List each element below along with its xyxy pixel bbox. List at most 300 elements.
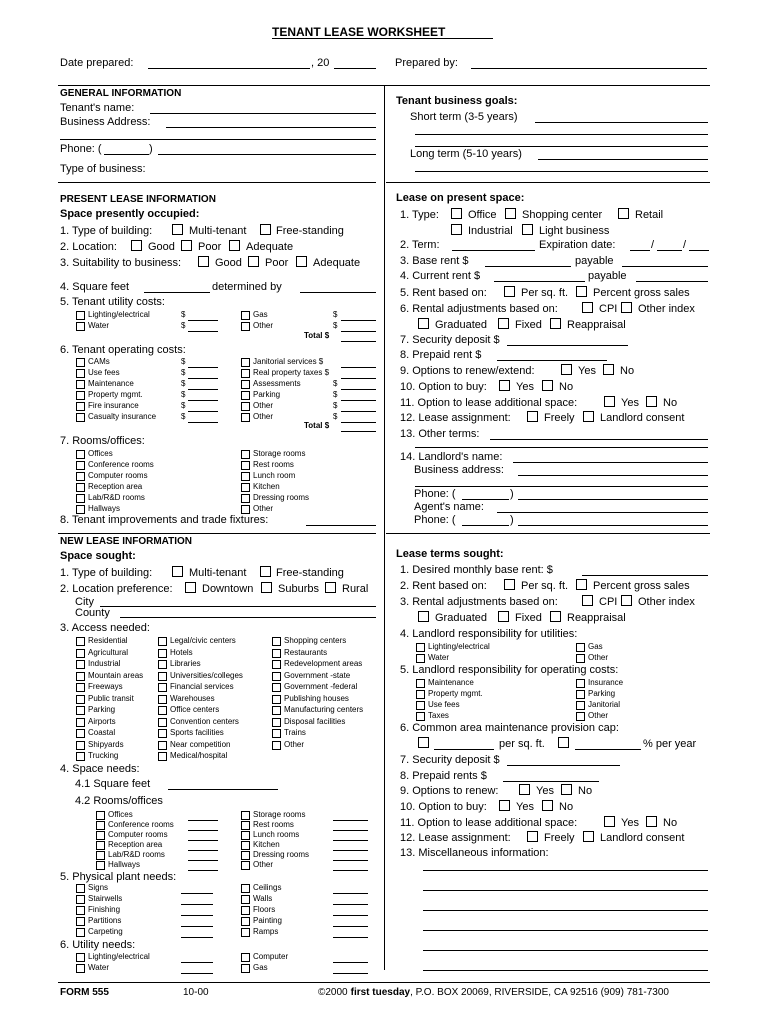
checkbox-plant-right-4[interactable]: [241, 928, 250, 937]
checkbox-ts-util-right-1[interactable]: [576, 654, 585, 663]
plant-right-line-0[interactable]: [333, 893, 368, 894]
checkbox-access-c3-0[interactable]: [272, 637, 281, 646]
checkbox-op-right-4[interactable]: [241, 402, 250, 411]
checkbox-nl-room-left-4[interactable]: [96, 851, 105, 860]
checkbox-nl-util-right-0[interactable]: [241, 953, 250, 962]
plant-left-1: Stairwells: [88, 894, 123, 903]
long-term-line-1[interactable]: [538, 159, 708, 160]
checkbox-access-c2-7[interactable]: [158, 718, 167, 727]
nl-downtown: Downtown: [202, 583, 254, 595]
checkbox-room-left-1[interactable]: [76, 461, 85, 470]
checkbox-room-right-2[interactable]: [241, 472, 250, 481]
checkbox-op-right-5[interactable]: [241, 413, 250, 422]
checkbox-ts-graduated[interactable]: [418, 611, 429, 622]
goals-rule: [386, 182, 710, 183]
nl-sq-feet-line[interactable]: [168, 789, 278, 790]
checkbox-nl-util-left-0[interactable]: [76, 953, 85, 962]
nl-util-left-line-1[interactable]: [181, 973, 213, 974]
nl-room-right-3: Kitchen: [253, 840, 280, 849]
util-lighting-line[interactable]: [188, 320, 218, 321]
lp-renew-label: 9. Options to renew/extend:: [400, 365, 535, 377]
checkbox-access-c1-5[interactable]: [76, 695, 85, 704]
nl-room-left-line-0[interactable]: [188, 820, 218, 821]
checkbox-op-left-2[interactable]: [76, 380, 85, 389]
op-right-line-2[interactable]: [341, 389, 376, 390]
checkbox-op-right-1[interactable]: [241, 369, 250, 378]
lp-security-label: 7. Security deposit $: [400, 334, 500, 346]
checkbox-lp-per-sqft[interactable]: [504, 286, 515, 297]
checkbox-room-right-4[interactable]: [241, 494, 250, 503]
util-water-dollar: $: [181, 321, 186, 330]
checkbox-op-right-3[interactable]: [241, 391, 250, 400]
plant-left-0: Signs: [88, 883, 109, 892]
ts-misc-line-1[interactable]: [423, 890, 708, 891]
access-c1-9: Shipyards: [88, 739, 124, 749]
nl-util-right-line-1[interactable]: [333, 973, 368, 974]
checkbox-ts-add-no[interactable]: [646, 816, 657, 827]
ts-op-left-1: Property mgmt.: [428, 689, 483, 698]
checkbox-op-left-1[interactable]: [76, 369, 85, 378]
ts-renew-no: No: [578, 785, 593, 797]
op-left-line-2[interactable]: [188, 389, 218, 390]
ts-misc-line-2[interactable]: [423, 910, 708, 911]
checkbox-plant-right-2[interactable]: [241, 906, 250, 915]
ts-misc-line-3[interactable]: [423, 930, 708, 931]
checkbox-nl-room-left-3[interactable]: [96, 841, 105, 850]
checkbox-access-c1-10[interactable]: [76, 752, 85, 761]
op-total-line[interactable]: [341, 431, 376, 432]
checkbox-access-c3-4[interactable]: [272, 683, 281, 692]
checkbox-nl-room-left-2[interactable]: [96, 831, 105, 840]
checkbox-ts-cam-pct[interactable]: [558, 737, 569, 748]
business-address-line-2[interactable]: [60, 139, 376, 140]
checkbox-nl-room-right-4[interactable]: [241, 851, 250, 860]
ts-op-right-3: Other: [588, 711, 609, 720]
ts-cam-pct-line[interactable]: [575, 749, 641, 750]
checkbox-ts-op-right-3[interactable]: [576, 712, 585, 721]
checkbox-access-c3-7[interactable]: [272, 718, 281, 727]
lp-security-line[interactable]: [507, 345, 628, 346]
util-gas-line[interactable]: [341, 320, 376, 321]
util-gas-label: Gas: [253, 310, 268, 319]
checkbox-plant-left-3[interactable]: [76, 917, 85, 926]
checkbox-access-c2-10[interactable]: [158, 752, 167, 761]
footer-date: 10-00: [183, 987, 209, 998]
checkbox-access-c1-3[interactable]: [76, 672, 85, 681]
checkbox-op-right-2[interactable]: [241, 380, 250, 389]
checkbox-access-c1-2[interactable]: [76, 660, 85, 669]
checkbox-ts-op-left-2[interactable]: [416, 701, 425, 710]
checkbox-access-c1-1[interactable]: [76, 649, 85, 658]
checkbox-ts-fixed[interactable]: [498, 611, 509, 622]
nl-room-left-line-4[interactable]: [188, 860, 218, 861]
phone-area-line[interactable]: [104, 154, 149, 155]
checkbox-ts-util-left-1[interactable]: [416, 654, 425, 663]
ts-lease-add-label: 11. Option to lease additional space:: [400, 817, 578, 829]
phone-line[interactable]: [158, 154, 376, 155]
checkbox-ts-op-right-2[interactable]: [576, 701, 585, 710]
type-of-business-label: Type of business:: [60, 163, 146, 175]
checkbox-util-gas[interactable]: [241, 311, 250, 320]
util-water-line[interactable]: [188, 331, 218, 332]
lp-other-terms-line-2[interactable]: [415, 447, 708, 448]
checkbox-lp-buy-yes[interactable]: [499, 380, 510, 391]
checkbox-access-c3-9[interactable]: [272, 741, 281, 750]
business-address-label: Business Address:: [60, 116, 151, 128]
ts-buy-yes: Yes: [516, 801, 534, 813]
util-total-label: Total $: [304, 331, 330, 340]
checkbox-nl-rural[interactable]: [325, 582, 336, 593]
checkbox-ts-op-right-0[interactable]: [576, 679, 585, 688]
goals-heading: Tenant business goals:: [396, 95, 518, 107]
date-prepared-line[interactable]: [148, 68, 310, 69]
lp-exp-d[interactable]: [657, 250, 682, 251]
checkbox-access-c1-9[interactable]: [76, 741, 85, 750]
op-left-0: CAMs: [88, 357, 110, 366]
nl-city-line[interactable]: [100, 606, 376, 607]
footer-copyright: ©2000: [318, 987, 348, 998]
footer-form: FORM 555: [60, 987, 109, 998]
checkbox-plant-left-2[interactable]: [76, 906, 85, 915]
ts-op-left-3: Taxes: [428, 711, 449, 720]
checkbox-lp-reappraisal[interactable]: [550, 318, 561, 329]
checkbox-access-c2-4[interactable]: [158, 683, 167, 692]
access-c3-3: Government -state: [284, 670, 351, 680]
checkbox-suit-good[interactable]: [198, 256, 209, 267]
prepared-by-line[interactable]: [471, 68, 707, 69]
nl-room-right-line-2[interactable]: [333, 840, 368, 841]
nl-room-right-2: Lunch rooms: [253, 830, 300, 839]
nl-room-left-line-3[interactable]: [188, 850, 218, 851]
checkbox-access-c2-0[interactable]: [158, 637, 167, 646]
checkbox-nl-downtown[interactable]: [185, 582, 196, 593]
lp-base-rent-line[interactable]: [485, 266, 571, 267]
lp-buy-no: No: [559, 381, 574, 393]
op-right-0: Janitorial services $: [253, 357, 324, 366]
short-term-line-2[interactable]: [415, 134, 708, 135]
checkbox-ts-renew-no[interactable]: [561, 784, 572, 795]
checkbox-ts-cam-sqft[interactable]: [418, 737, 429, 748]
checkbox-room-right-1[interactable]: [241, 461, 250, 470]
checkbox-ts-buy-yes[interactable]: [499, 800, 510, 811]
checkbox-ts-util-right-0[interactable]: [576, 643, 585, 652]
nl-space-needs-label: 4. Space needs:: [60, 763, 140, 775]
ts-other-index: Other index: [638, 596, 695, 608]
checkbox-op-right-0[interactable]: [241, 358, 250, 367]
checkbox-lp-pct-gross[interactable]: [576, 286, 587, 297]
checkbox-access-c3-3[interactable]: [272, 672, 281, 681]
ts-buy-label: 10. Option to buy:: [400, 801, 487, 813]
op-right-line-3[interactable]: [341, 400, 376, 401]
ts-cpi: CPI: [599, 596, 618, 608]
checkbox-ts-renew-yes[interactable]: [519, 784, 530, 795]
checkbox-nl-room-right-1[interactable]: [241, 821, 250, 830]
lp-base-payable-line[interactable]: [622, 266, 708, 267]
plant-left-line-4[interactable]: [181, 937, 213, 938]
lp-business-address-label: Business address:: [414, 464, 504, 476]
lp-landlord-name-line[interactable]: [513, 462, 708, 463]
ts-renew-label: 9. Options to renew:: [400, 785, 499, 797]
lp-term-line[interactable]: [452, 250, 535, 251]
checkbox-nl-room-left-5[interactable]: [96, 861, 105, 870]
checkbox-util-lighting[interactable]: [76, 311, 85, 320]
op-left-dollar-1: $: [181, 368, 186, 377]
lp-exp-m[interactable]: [630, 250, 650, 251]
checkbox-plant-left-1[interactable]: [76, 895, 85, 904]
ts-desired-rent-line[interactable]: [582, 575, 708, 576]
checkbox-nl-suburbs[interactable]: [261, 582, 272, 593]
access-c2-8: Sports facilities: [170, 728, 224, 737]
improvements-line-1[interactable]: [306, 525, 376, 526]
checkbox-room-right-5[interactable]: [241, 505, 250, 514]
checkbox-access-c3-6[interactable]: [272, 706, 281, 715]
checkbox-access-c1-6[interactable]: [76, 706, 85, 715]
lp-light-business: Light business: [539, 225, 610, 237]
op-right-line-5[interactable]: [341, 422, 376, 423]
lp-fixed: Fixed: [515, 319, 542, 331]
checkbox-plant-right-1[interactable]: [241, 895, 250, 904]
lp-exp-y[interactable]: [689, 250, 709, 251]
checkbox-room-left-0[interactable]: [76, 450, 85, 459]
nl-room-left-line-2[interactable]: [188, 840, 218, 841]
checkbox-location-adequate[interactable]: [229, 240, 240, 251]
determined-by-label: determined by: [212, 281, 282, 293]
checkbox-access-c2-3[interactable]: [158, 672, 167, 681]
determined-by-line[interactable]: [300, 292, 376, 293]
checkbox-ts-other-index[interactable]: [621, 595, 632, 606]
checkbox-room-left-4[interactable]: [76, 494, 85, 503]
multi-tenant-label: Multi-tenant: [189, 225, 247, 237]
checkbox-ts-freely[interactable]: [527, 831, 538, 842]
checkbox-ts-pct-gross[interactable]: [576, 579, 587, 590]
location-good: Good: [148, 241, 175, 253]
checkbox-access-c3-5[interactable]: [272, 695, 281, 704]
checkbox-util-water[interactable]: [76, 322, 85, 331]
ts-cam-sqft-line[interactable]: [434, 749, 494, 750]
checkbox-util-other[interactable]: [241, 322, 250, 331]
nl-room-right-line-1[interactable]: [333, 830, 368, 831]
business-address-line-1[interactable]: [166, 127, 376, 128]
checkbox-room-left-5[interactable]: [76, 505, 85, 514]
lp-industrial: Industrial: [468, 225, 513, 237]
nl-room-right-line-4[interactable]: [333, 860, 368, 861]
checkbox-lp-industrial[interactable]: [451, 224, 462, 235]
nl-util-right-line-0[interactable]: [333, 962, 368, 963]
op-right-line-4[interactable]: [341, 411, 376, 412]
lp-slash-2: /: [683, 239, 687, 251]
ts-rental-adj-label: 3. Rental adjustments based on:: [400, 596, 558, 608]
checkbox-plant-right-0[interactable]: [241, 884, 250, 893]
ts-misc-line-0[interactable]: [423, 870, 708, 871]
op-right-line-1[interactable]: [341, 378, 376, 379]
checkbox-ts-per-sqft[interactable]: [504, 579, 515, 590]
nl-free-standing: Free-standing: [276, 567, 344, 579]
plant-right-line-4[interactable]: [333, 937, 368, 938]
checkbox-nl-util-left-1[interactable]: [76, 964, 85, 973]
checkbox-ts-util-left-0[interactable]: [416, 643, 425, 652]
checkbox-room-left-2[interactable]: [76, 472, 85, 481]
checkbox-op-left-3[interactable]: [76, 391, 85, 400]
lp-current-rent-line[interactable]: [494, 281, 585, 282]
checkbox-ts-add-yes[interactable]: [604, 816, 615, 827]
operating-costs-label: 6. Tenant operating costs:: [60, 344, 186, 356]
checkbox-suit-poor[interactable]: [248, 256, 259, 267]
checkbox-access-c2-6[interactable]: [158, 706, 167, 715]
tenant-name-line[interactable]: [150, 113, 376, 114]
lp-agent-phone-area[interactable]: [462, 525, 509, 526]
checkbox-room-left-3[interactable]: [76, 483, 85, 492]
checkbox-ts-op-left-0[interactable]: [416, 679, 425, 688]
lp-prepaid-line[interactable]: [497, 360, 607, 361]
checkbox-lp-retail[interactable]: [618, 208, 629, 219]
checkbox-nl-room-right-3[interactable]: [241, 841, 250, 850]
nl-room-left-line-1[interactable]: [188, 830, 218, 831]
long-term-line-2[interactable]: [415, 171, 708, 172]
checkbox-multi-tenant[interactable]: [172, 224, 183, 235]
lp-agent-phone-line[interactable]: [518, 525, 708, 526]
checkbox-access-c1-8[interactable]: [76, 729, 85, 738]
lp-other-terms-line-1[interactable]: [490, 439, 708, 440]
checkbox-nl-util-right-1[interactable]: [241, 964, 250, 973]
lp-business-address-line-1[interactable]: [518, 475, 708, 476]
checkbox-lp-graduated[interactable]: [418, 318, 429, 329]
nl-room-right-line-0[interactable]: [333, 820, 368, 821]
checkbox-lp-office[interactable]: [451, 208, 462, 219]
checkbox-nl-multi-tenant[interactable]: [172, 566, 183, 577]
op-left-line-0[interactable]: [188, 367, 218, 368]
checkbox-op-left-0[interactable]: [76, 358, 85, 367]
short-term-line-1[interactable]: [535, 122, 708, 123]
checkbox-ts-cpi[interactable]: [582, 595, 593, 606]
checkbox-lp-buy-no[interactable]: [542, 380, 553, 391]
ts-misc-line-4[interactable]: [423, 950, 708, 951]
checkbox-nl-room-left-1[interactable]: [96, 821, 105, 830]
checkbox-ts-op-right-1[interactable]: [576, 690, 585, 699]
checkbox-lp-fixed[interactable]: [498, 318, 509, 329]
op-left-line-1[interactable]: [188, 378, 218, 379]
nl-room-right-line-5[interactable]: [333, 870, 368, 871]
nl-util-right-1: Gas: [253, 963, 268, 972]
checkbox-suit-adequate[interactable]: [296, 256, 307, 267]
nl-util-left-line-0[interactable]: [181, 962, 213, 963]
short-term-line-3[interactable]: [415, 146, 708, 147]
nl-room-left-line-5[interactable]: [188, 870, 218, 871]
checkbox-access-c2-2[interactable]: [158, 660, 167, 669]
ts-misc-line-5[interactable]: [423, 970, 708, 971]
ts-op-left-2: Use fees: [428, 700, 460, 709]
checkbox-nl-room-left-0[interactable]: [96, 811, 105, 820]
square-feet-line[interactable]: [144, 292, 210, 293]
plant-left-line-2[interactable]: [181, 915, 213, 916]
checkbox-nl-free-standing[interactable]: [260, 566, 271, 577]
checkbox-plant-left-0[interactable]: [76, 884, 85, 893]
checkbox-lp-freely[interactable]: [527, 411, 538, 422]
util-total-line[interactable]: [341, 341, 376, 342]
lp-business-address-line-2[interactable]: [415, 486, 708, 487]
op-left-line-3[interactable]: [188, 400, 218, 401]
checkbox-lp-cpi[interactable]: [582, 302, 593, 313]
checkbox-nl-room-right-5[interactable]: [241, 861, 250, 870]
checkbox-access-c3-1[interactable]: [272, 649, 281, 658]
plant-left-line-0[interactable]: [181, 893, 213, 894]
nl-county-line[interactable]: [120, 617, 376, 618]
checkbox-nl-room-right-0[interactable]: [241, 811, 250, 820]
checkbox-lp-light[interactable]: [522, 224, 533, 235]
checkbox-access-c1-0[interactable]: [76, 637, 85, 646]
checkbox-lp-landlord-consent[interactable]: [583, 411, 594, 422]
lp-current-payable: payable: [588, 270, 627, 282]
checkbox-ts-buy-no[interactable]: [542, 800, 553, 811]
ts-prepaid-line[interactable]: [503, 781, 599, 782]
checkbox-plant-right-3[interactable]: [241, 917, 250, 926]
checkbox-room-right-3[interactable]: [241, 483, 250, 492]
op-left-line-4[interactable]: [188, 411, 218, 412]
util-other-line[interactable]: [341, 331, 376, 332]
checkbox-access-c3-2[interactable]: [272, 660, 281, 669]
op-right-3: Parking: [253, 390, 281, 399]
checkbox-access-c3-8[interactable]: [272, 729, 281, 738]
checkbox-location-poor[interactable]: [181, 240, 192, 251]
checkbox-access-c1-4[interactable]: [76, 683, 85, 692]
checkbox-access-c2-8[interactable]: [158, 729, 167, 738]
checkbox-access-c1-7[interactable]: [76, 718, 85, 727]
checkbox-lp-shopping[interactable]: [505, 208, 516, 219]
checkbox-lp-add-yes[interactable]: [604, 396, 615, 407]
checkbox-nl-room-right-2[interactable]: [241, 831, 250, 840]
lp-landlord-name-label: 14. Landlord's name:: [400, 451, 503, 463]
checkbox-access-c2-9[interactable]: [158, 741, 167, 750]
plant-left-line-3[interactable]: [181, 926, 213, 927]
op-left-5: Casualty insurance: [88, 412, 157, 421]
plant-right-line-2[interactable]: [333, 915, 368, 916]
year-line[interactable]: [334, 68, 376, 69]
lp-phone-area[interactable]: [462, 499, 509, 500]
plant-right-line-3[interactable]: [333, 926, 368, 927]
checkbox-ts-op-left-3[interactable]: [416, 712, 425, 721]
checkbox-lp-renew-no[interactable]: [603, 364, 614, 375]
plant-left-line-1[interactable]: [181, 904, 213, 905]
op-right-line-0[interactable]: [341, 367, 376, 368]
checkbox-plant-left-4[interactable]: [76, 928, 85, 937]
checkbox-room-right-0[interactable]: [241, 450, 250, 459]
checkbox-ts-landlord-consent[interactable]: [583, 831, 594, 842]
nl-room-right-line-3[interactable]: [333, 850, 368, 851]
lp-phone-line[interactable]: [518, 499, 708, 500]
lp-prepaid-label: 8. Prepaid rent $: [400, 349, 482, 361]
general-heading: GENERAL INFORMATION: [60, 88, 182, 99]
checkbox-op-left-5[interactable]: [76, 413, 85, 422]
checkbox-lp-add-no[interactable]: [646, 396, 657, 407]
op-left-line-5[interactable]: [188, 422, 218, 423]
checkbox-op-left-4[interactable]: [76, 402, 85, 411]
checkbox-access-c2-5[interactable]: [158, 695, 167, 704]
plant-right-line-1[interactable]: [333, 904, 368, 905]
checkbox-lp-renew-yes[interactable]: [561, 364, 572, 375]
access-c1-5: Public transit: [88, 693, 134, 703]
lp-agent-name-line[interactable]: [497, 512, 708, 513]
checkbox-access-c2-1[interactable]: [158, 649, 167, 658]
checkbox-location-good[interactable]: [131, 240, 142, 251]
lp-current-payable-line[interactable]: [636, 281, 708, 282]
checkbox-ts-reappraisal[interactable]: [550, 611, 561, 622]
ts-security-line[interactable]: [507, 765, 620, 766]
lp-lease-add-label: 11. Option to lease additional space:: [400, 397, 578, 409]
checkbox-ts-op-left-1[interactable]: [416, 690, 425, 699]
op-left-3: Property mgmt.: [88, 390, 143, 399]
present-rule: [58, 533, 376, 534]
checkbox-lp-other-index[interactable]: [621, 302, 632, 313]
checkbox-free-standing[interactable]: [260, 224, 271, 235]
